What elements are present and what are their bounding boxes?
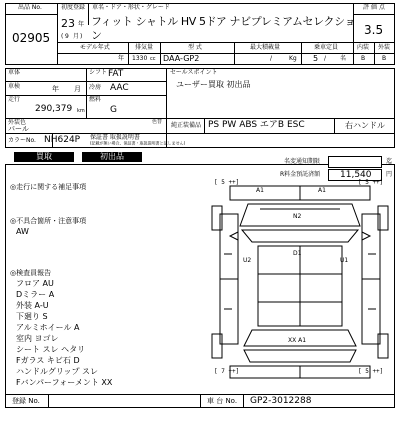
color-label: 色替 — [152, 119, 163, 125]
inspection-month: 月 — [74, 85, 81, 93]
capacity-unit: 名 — [340, 55, 347, 62]
front-left-tire: [ 5 ++] — [214, 179, 240, 186]
mark-left-side: U2 — [243, 257, 252, 264]
recycle-value: 11,540 — [340, 170, 372, 180]
car-name-label: 車名・ドア・形状・グレード — [92, 4, 170, 11]
mark-front-bumper-2: A1 — [318, 187, 326, 194]
buy-tag: 買取 — [14, 152, 74, 162]
list-item: 下廻り S — [16, 312, 48, 321]
list-item: Fバンパーフォーメント XX — [16, 378, 113, 387]
max-load-label: 最大積載量 — [250, 44, 281, 51]
first-reg-month-unit: 月 — [73, 33, 80, 40]
warranty-sub: (記載が無い場合、保証書・取扱説明書と記しません) — [90, 141, 186, 146]
ext-color-label: 外装色 — [8, 119, 27, 126]
reg-no-label: 登録 No. — [12, 397, 40, 405]
first-reg-year: 23 — [61, 17, 75, 30]
max-load-unit: Kg — [289, 55, 297, 62]
color-no-value: NH624P — [44, 135, 81, 145]
exterior-grade: B — [382, 55, 387, 62]
list-item: 外装 A-U — [16, 301, 49, 310]
recall-label: 名変通知期限 — [284, 158, 321, 165]
max-load-sep: / — [270, 55, 273, 62]
capacity-label: 乗車定員 — [314, 44, 339, 51]
chassis-no-value: GP2-3012288 — [250, 396, 312, 406]
list-item: Dミラー A — [16, 290, 55, 299]
interior-label: 内装 — [357, 44, 370, 51]
recycle-label: R料金預託済額 — [280, 171, 321, 178]
running-label: ◎走行に関する補足事項 — [10, 183, 87, 191]
mark-roof: D1 — [293, 250, 302, 257]
mark-trunk: XX A1 — [288, 337, 307, 344]
mileage-value: 290,379 — [35, 104, 73, 114]
mileage-unit: km — [77, 108, 85, 114]
list-item: Fガラス キビ石 D — [16, 356, 80, 365]
warranty-label: 保証書 取扱説明書 — [90, 134, 140, 141]
lot-label: 出品 No. — [18, 4, 42, 11]
ac-label: 冷房 — [89, 84, 102, 91]
inspector-label: ◎検査員報告 — [10, 269, 52, 277]
mark-right-side: U1 — [340, 257, 349, 264]
first-reg-month: 9 — [65, 33, 69, 40]
list-item: アルミホイール A — [16, 323, 80, 332]
fuel-label: 燃料 — [89, 96, 102, 103]
ext-color-value: パール — [8, 125, 29, 133]
mark-hood: N2 — [293, 213, 302, 220]
mileage-label: 走行 — [8, 96, 21, 103]
car-name-line1: フィット シャトル HV 5ドア ナビプレミアムセレクショ — [91, 15, 356, 28]
first-reg-year-unit: 年 — [78, 21, 85, 28]
fuel-value: G — [110, 105, 117, 115]
front-right-tire: [ 5 ++] — [358, 179, 384, 186]
displacement-value: 1330 — [132, 55, 148, 62]
exterior-label: 外装 — [378, 44, 391, 51]
type-label: 型 式 — [188, 44, 202, 51]
model-year-unit: 年 — [118, 55, 125, 62]
type-value: DAA-GP2 — [163, 54, 200, 63]
ac-value: AAC — [110, 83, 129, 93]
score-label: 評 価 点 — [363, 4, 385, 11]
chassis-no-label: 車 台 No. — [207, 397, 238, 405]
equipment-label: 純正装備品 — [171, 122, 202, 129]
first-reg-label: 初度登録 — [61, 4, 86, 11]
model-year-label: モデル年式 — [80, 44, 110, 51]
interior-grade: B — [361, 55, 366, 62]
inspection-year: 年 — [52, 85, 59, 93]
list-item: 室内 ヨゴレ — [16, 334, 59, 343]
list-item: フロア AU — [16, 279, 54, 288]
list-item: ハンドルグリップ スレ — [16, 367, 99, 376]
sales-point-label: セールスポイント — [170, 69, 218, 76]
shift-label: シフト — [89, 69, 108, 76]
recycle-unit: 円 — [386, 171, 393, 178]
rear-right-tire: [ 5 ++] — [358, 368, 384, 375]
inspection-label: 車検 — [8, 83, 21, 90]
recall-unit: 迄 — [386, 158, 393, 165]
capacity-sep: / — [324, 55, 327, 62]
defect-value: AW — [16, 227, 29, 236]
defect-label: ◎不具合箇所・注意事項 — [10, 217, 87, 225]
sales-point-value: ユーザー買取 初出品 — [176, 80, 251, 89]
list-item: シート スレ ヘタリ — [16, 345, 86, 354]
car-name-line2: ン — [91, 29, 102, 42]
displacement-unit: cc — [150, 56, 156, 62]
capacity-value: 5 — [313, 54, 319, 63]
lot-number: 02905 — [12, 31, 51, 45]
mark-front-bumper-1: A1 — [256, 187, 264, 194]
handle-value: 右ハンドル — [345, 121, 385, 130]
recall-box — [328, 156, 382, 168]
first-listing-tag: 初出品 — [82, 152, 142, 162]
color-no-label: カラーNo. — [8, 137, 36, 144]
chassis-label: 車体 — [8, 69, 21, 76]
shift-value: FAT — [108, 69, 124, 79]
header-frame — [5, 3, 395, 65]
equipment-value: PS PW ABS エアB ESC — [208, 120, 305, 130]
score-value: 3.5 — [364, 23, 384, 37]
displacement-label: 排気量 — [135, 44, 154, 51]
rear-left-tire: [ 7 ++] — [214, 368, 240, 375]
